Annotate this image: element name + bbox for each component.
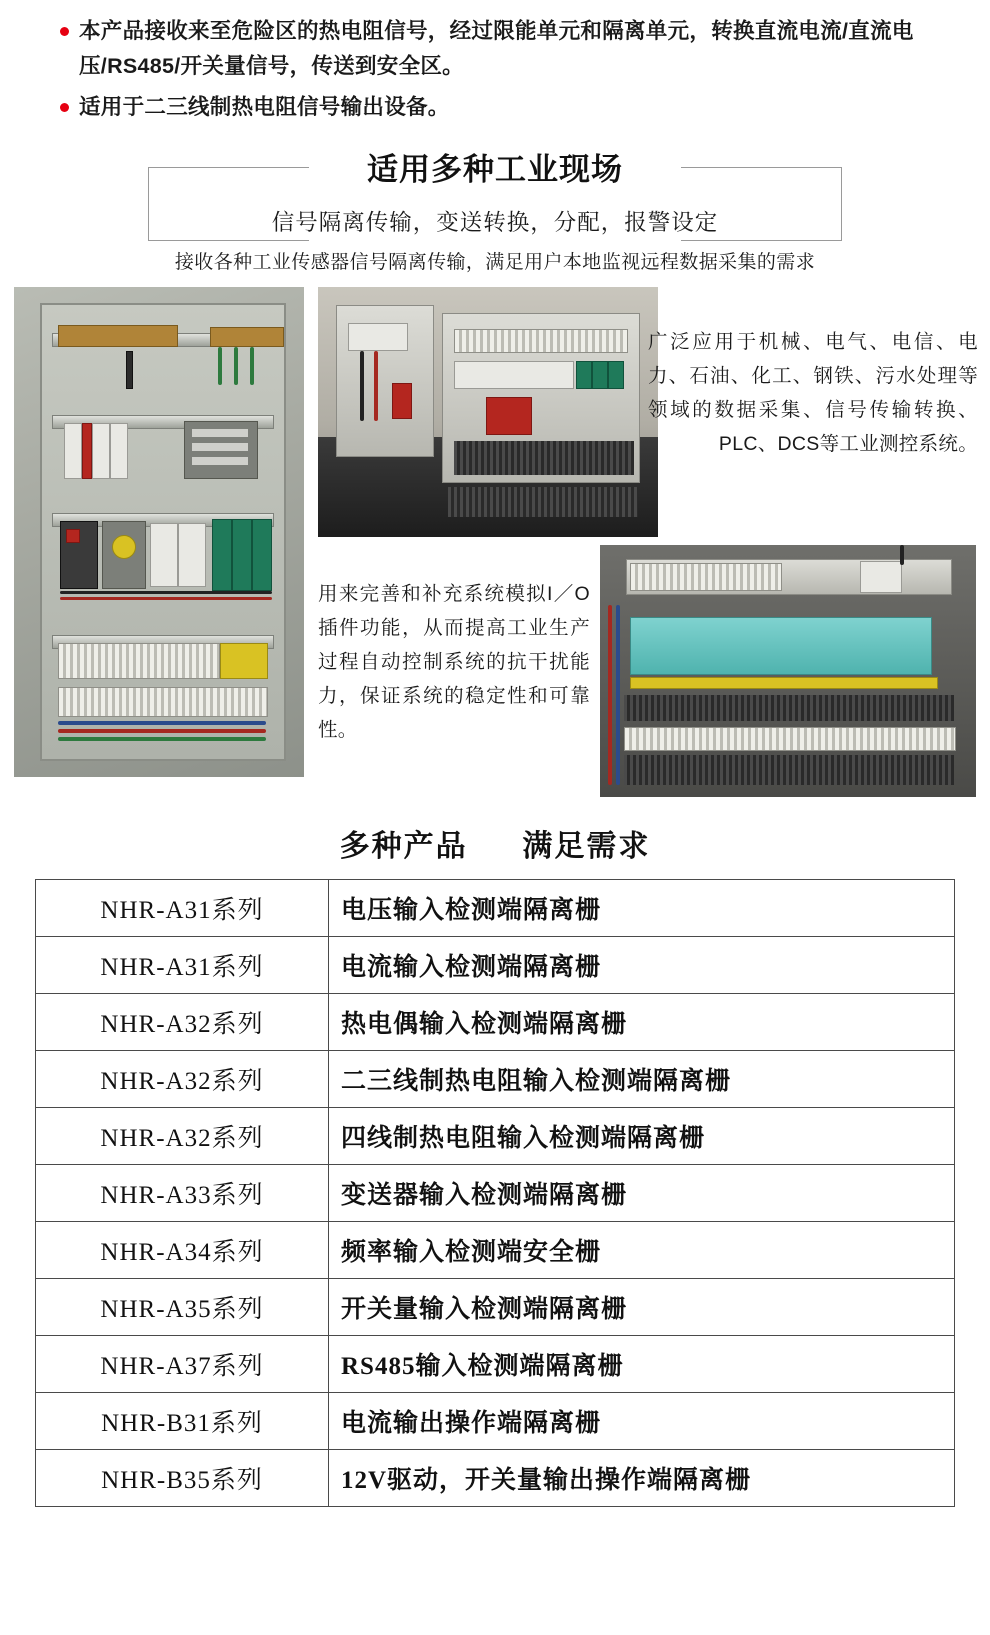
photo-collage bbox=[0, 287, 990, 807]
cell-description: 二三线制热电阻输入检测端隔离栅 bbox=[329, 1051, 955, 1108]
table-row bbox=[36, 994, 955, 1051]
cell-model: NHR-A31系列 bbox=[36, 937, 329, 994]
products-heading-right: 满足需求 bbox=[522, 830, 651, 863]
cell-model: NHR-B35系列 bbox=[36, 1450, 329, 1507]
products-table-body bbox=[36, 880, 955, 1507]
list-item bbox=[60, 90, 936, 125]
section-title: 适用多种工业现场 bbox=[367, 152, 623, 187]
cell-model: NHR-A34系列 bbox=[36, 1222, 329, 1279]
cell-description: 12V驱动，开关量输出操作端隔离栅 bbox=[329, 1450, 955, 1507]
bullet-text: 适用于二三线制热电阻信号输出设备。 bbox=[79, 95, 450, 119]
bullet-text: 本产品接收来至危险区的热电阻信号，经过限能单元和隔离单元，转换直流电流/直流电压/RS485/开关量信号，传送到安全区。 bbox=[79, 19, 914, 78]
cell-model: NHR-A32系列 bbox=[36, 1108, 329, 1165]
cell-description: 四线制热电阻输入检测端隔离栅 bbox=[329, 1108, 955, 1165]
table-row bbox=[36, 1165, 955, 1222]
control-box-photo-art bbox=[318, 287, 658, 537]
list-item bbox=[60, 14, 936, 84]
table-row bbox=[36, 937, 955, 994]
bullet-dot-icon bbox=[60, 27, 69, 36]
application-text-right: 广泛应用于机械、电气、电信、电力、石油、化工、钢铁、污水处理等领域的数据采集、信号传输转换、PLC、DCS等工业测控系统。 bbox=[648, 331, 978, 455]
products-heading bbox=[0, 821, 990, 865]
cell-model: NHR-A31系列 bbox=[36, 880, 329, 937]
intro-bullet-list bbox=[0, 0, 990, 125]
cabinet-photo-art bbox=[14, 287, 304, 777]
cell-description: 电流输入检测端隔离栅 bbox=[329, 937, 955, 994]
cabinet-door bbox=[40, 303, 286, 761]
cell-model: NHR-B31系列 bbox=[36, 1393, 329, 1450]
cell-model: NHR-A35系列 bbox=[36, 1279, 329, 1336]
cell-model: NHR-A37系列 bbox=[36, 1336, 329, 1393]
table-row bbox=[36, 1051, 955, 1108]
control-box-photo bbox=[318, 287, 658, 537]
cell-model: NHR-A32系列 bbox=[36, 1051, 329, 1108]
section-subtitle: 信号隔离传输，变送转换，分配，报警设定 bbox=[271, 210, 719, 235]
bullet-dot-icon bbox=[60, 103, 69, 112]
cell-description: 热电偶输入检测端隔离栅 bbox=[329, 994, 955, 1051]
cell-model: NHR-A32系列 bbox=[36, 994, 329, 1051]
table-row bbox=[36, 1108, 955, 1165]
cell-description: 电流输出操作端隔离栅 bbox=[329, 1393, 955, 1450]
section-description: 接收各种工业传感器信号隔离传输，满足用户本地监视远程数据采集的需求 bbox=[174, 252, 816, 273]
cell-description: 变送器输入检测端隔离栅 bbox=[329, 1165, 955, 1222]
section-headline-block bbox=[0, 151, 990, 271]
cell-description: RS485输入检测端隔离栅 bbox=[329, 1336, 955, 1393]
table-row bbox=[36, 1450, 955, 1507]
products-heading-left: 多种产品 bbox=[339, 830, 468, 863]
cell-description: 开关量输入检测端隔离栅 bbox=[329, 1279, 955, 1336]
table-row bbox=[36, 1336, 955, 1393]
cabinet-photo bbox=[14, 287, 304, 777]
application-text-middle: 用来完善和补充系统模拟I／O插件功能，从而提高工业生产过程自动控制系统的抗干扰能力，保证系统的稳定性和可靠性。 bbox=[318, 583, 590, 741]
cell-description: 电压输入检测端隔离栅 bbox=[329, 880, 955, 937]
table-row bbox=[36, 1279, 955, 1336]
cell-model: NHR-A33系列 bbox=[36, 1165, 329, 1222]
products-table bbox=[35, 879, 955, 1507]
terminal-rack-photo-art bbox=[600, 545, 976, 797]
terminal-rack-photo bbox=[600, 545, 976, 797]
table-row bbox=[36, 1222, 955, 1279]
table-row bbox=[36, 1393, 955, 1450]
cell-description: 频率输入检测端安全栅 bbox=[329, 1222, 955, 1279]
table-row bbox=[36, 880, 955, 937]
